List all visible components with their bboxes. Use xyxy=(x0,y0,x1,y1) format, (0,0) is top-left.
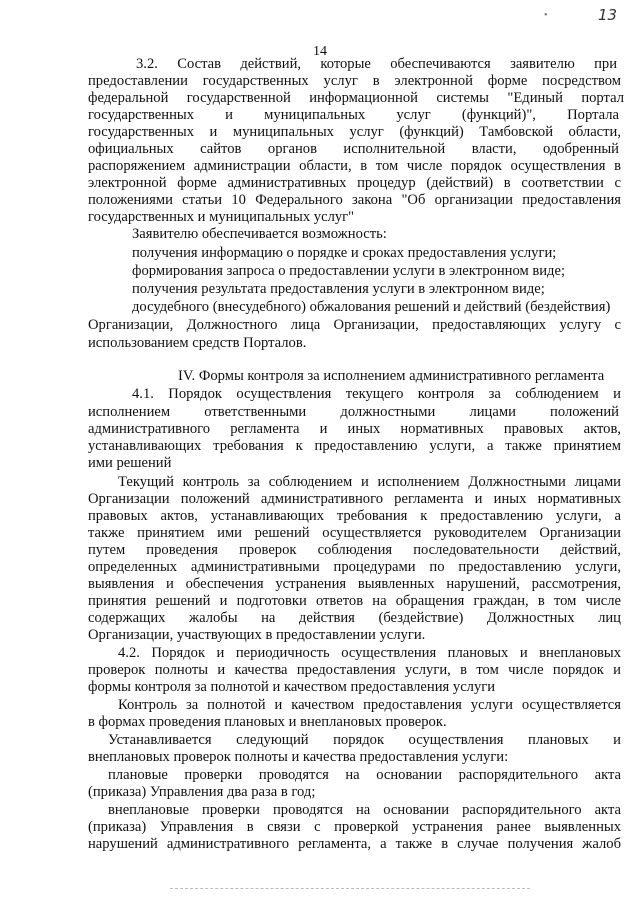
text-line: также принятием ими решений осуществляется руководителем Организации xyxy=(88,525,621,541)
text-line: получения результата предоставления услуги в электронном виде; xyxy=(132,281,545,297)
handwritten-sheet-number: 13 xyxy=(598,6,618,24)
text-line: Организации, участвующих в предоставлении услуги. xyxy=(88,627,426,643)
text-line: проверок полноты и качества предоставления услуги, в том числе порядок и xyxy=(88,662,621,678)
text-line: электронной форме административных процедур (действий) в соответствии с xyxy=(88,175,621,191)
bottom-scan-artifact xyxy=(170,888,530,890)
text-line: использованием средств Порталов. xyxy=(88,335,307,351)
text-line: в формах проведения плановых и внеплановых проверок. xyxy=(88,714,447,730)
text-line: внеплановых проверок полноты и качества предоставления услуги: xyxy=(88,749,509,765)
text-line: Контроль за полнотой и качеством предоставления услуги осуществляется xyxy=(118,697,621,713)
text-line: Текущий контроль за соблюдением и исполнением Должностными лицами xyxy=(118,474,621,490)
text-line: 4.1. Порядок осуществления текущего контроля за соблюдением и xyxy=(132,386,621,402)
text-line: содержащих жалобы на действия (бездействие) Должностных лиц xyxy=(88,610,621,626)
text-line: внеплановые проверки проводятся на основании распорядительного акта xyxy=(108,802,621,818)
corner-mark: • xyxy=(544,10,548,21)
text-line: получения информацию о порядке и сроках предоставления услуги; xyxy=(132,245,557,261)
text-line: плановые проверки проводятся на основании распорядительного акта xyxy=(108,767,621,783)
text-line: положениями статьи 10 Федерального закона "Об организации предоставления xyxy=(88,192,621,208)
text-line: формирования запроса о предоставлении услуги в электронном виде; xyxy=(132,263,566,279)
text-line: государственных и муниципальных услуг" xyxy=(88,209,355,225)
text-line: предоставлении государственных услуг в электронной форме посредством xyxy=(88,73,621,89)
text-line: правовых актов, устанавливающих требования к предоставлению услуги, а xyxy=(88,508,621,524)
text-line: Организации положений административного регламента и иных нормативных xyxy=(88,491,621,507)
text-line: официальных сайтов органов исполнительной власти, одобренный xyxy=(88,141,619,157)
text-line: административного регламента и иных нормативных правовых актов, xyxy=(88,421,621,437)
page-number: 14 xyxy=(313,44,327,59)
text-line: Устанавливается следующий порядок осуществления плановых и xyxy=(108,732,621,748)
text-line: формы контроля за полнотой и качеством предоставления услуги xyxy=(88,679,496,695)
text-line: распоряжением администрации области, в том числе порядок осуществления в xyxy=(88,158,621,174)
text-line: ими решений xyxy=(88,455,172,471)
text-line: выявления и обеспечения устранения выявленных нарушений, рассмотрения, xyxy=(88,576,621,592)
text-line: нарушений административного регламента, а также в случае получения жалоб xyxy=(88,836,621,852)
text-line: 4.2. Порядок и периодичность осуществления плановых и внеплановых xyxy=(118,645,621,661)
text-line: (приказа) Управления в связи с проверкой устранения ранее выявленных xyxy=(88,819,621,835)
text-line: определенных административными процедурами по предоставлению услуги, xyxy=(88,559,621,575)
text-line: Организации, Должностного лица Организации, предоставляющих услугу с xyxy=(88,317,621,333)
text-line: IV. Формы контроля за исполнением административного регламента xyxy=(178,368,605,384)
text-line: государственных и муниципальных услуг (функций)", Портала xyxy=(88,107,619,123)
text-line: Заявителю обеспечивается возможность: xyxy=(132,226,387,242)
text-line: исполнением ответственными должностными лицами положений xyxy=(88,404,619,420)
text-line: путем проведения проверок соблюдения последовательности действий, xyxy=(88,542,621,558)
text-line: федеральной государственной информационной системы "Единый портал xyxy=(88,90,624,106)
text-line: устанавливающих требования к предоставлению услуги, а также принятием xyxy=(88,438,621,454)
text-line: (приказа) Управления два раза в год; xyxy=(88,784,316,800)
text-line: 3.2. Состав действий, которые обеспечиваются заявителю при xyxy=(136,56,617,72)
text-line: государственных и муниципальных услуг (функций) Тамбовской области, xyxy=(88,124,621,140)
text-line: досудебного (внесудебного) обжалования решений и действий (бездействия) xyxy=(132,299,611,315)
text-line: принятия решений и подготовки ответов на обращения граждан, в том числе xyxy=(88,593,621,609)
